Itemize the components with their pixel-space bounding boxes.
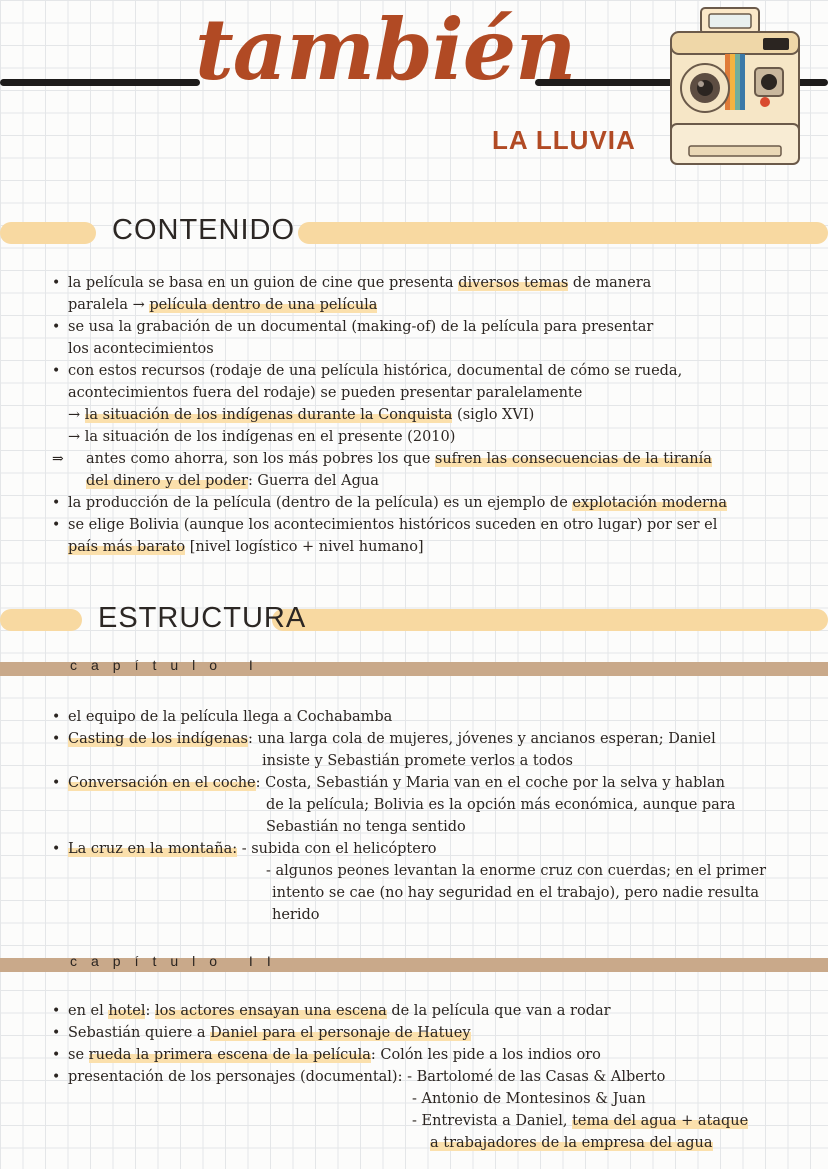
note-line	[52, 860, 812, 882]
note-line	[52, 750, 812, 772]
note-text	[266, 794, 735, 816]
note-line	[52, 492, 812, 514]
text-span: - subida con el helicóptero	[237, 841, 437, 857]
note-text	[86, 470, 379, 492]
bullet-marker: •	[52, 775, 61, 791]
text-span: : Colón les pide a los indios oro	[370, 1047, 601, 1063]
contenido-heading: CONTENIDO	[112, 214, 295, 246]
note-line	[52, 1066, 812, 1088]
highlighted-text: sufren las consecuencias de la tiranía	[434, 451, 712, 467]
bullet-marker: •	[52, 517, 61, 533]
text-span: paralela →	[68, 297, 150, 313]
highlighted-text: La cruz en la montaña:	[68, 841, 238, 857]
note-text	[68, 316, 653, 338]
note-line	[52, 294, 812, 316]
note-text	[68, 1022, 471, 1044]
note-line	[52, 272, 812, 294]
note-text	[68, 838, 436, 860]
text-span: → la situación de los indígenas en el presente (2010)	[68, 429, 456, 445]
text-span: intento se cae (no hay seguridad en el trabajo), pero nadie resulta	[272, 885, 760, 901]
estructura-heading: ESTRUCTURA	[98, 602, 307, 634]
bullet-marker: •	[52, 1047, 61, 1063]
text-span: insiste y Sebastián promete verlos a todos	[262, 753, 573, 769]
note-line	[52, 536, 812, 558]
text-span: de la película; Bolivia es la opción más económica, aunque para	[266, 797, 736, 813]
highlighted-text: hotel	[108, 1003, 146, 1019]
text-span: se	[68, 1047, 89, 1063]
note-text	[68, 426, 455, 448]
note-text	[412, 1088, 646, 1110]
note-text	[68, 294, 377, 316]
text-span: herido	[272, 907, 320, 923]
highlighted-text: película dentro de una película	[149, 297, 378, 313]
text-span: : Guerra del Agua	[247, 473, 379, 489]
note-line	[52, 1088, 812, 1110]
contenido-band-left	[0, 222, 96, 244]
text-span: se elige Bolivia (aunque los acontecimientos históricos suceden en otro lugar) por ser el	[68, 517, 718, 533]
page-subtitle: LA LLUVIA	[492, 125, 636, 155]
text-span: : una larga cola de mujeres, jóvenes y ancianos esperan; Daniel	[247, 731, 716, 747]
note-line	[52, 1022, 812, 1044]
text-span: la película se basa en un guion de cine que presenta	[68, 275, 459, 291]
note-text	[272, 904, 320, 926]
bullet-marker: •	[52, 1003, 61, 1019]
page-title: también	[195, 0, 576, 99]
bullet-marker: •	[52, 841, 61, 857]
estructura-band-right	[272, 609, 828, 631]
text-span: antes como ahorra, son los más pobres los que	[86, 451, 435, 467]
highlighted-text: rueda la primera escena de la película	[88, 1047, 371, 1063]
note-text	[68, 728, 716, 750]
bullet-marker: •	[52, 1069, 61, 1085]
highlighted-text: los actores ensayan una escena	[154, 1003, 387, 1019]
note-line	[52, 1110, 812, 1132]
text-span: : Costa, Sebastián y Maria van en el coche por la selva y hablan	[255, 775, 726, 791]
note-text	[68, 536, 424, 558]
highlighted-text: Daniel para el personaje de Hatuey	[210, 1025, 471, 1041]
chapter2-list	[52, 1000, 812, 1154]
note-line	[52, 1000, 812, 1022]
highlighted-text: a trabajadores de la empresa del agua	[430, 1135, 713, 1151]
highlighted-text: del dinero y del poder	[86, 473, 248, 489]
highlighted-text: tema del agua + ataque	[572, 1113, 749, 1129]
note-text	[68, 338, 214, 360]
text-span: - algunos peones levantan la enorme cruz con cuerdas; en el primer	[266, 863, 767, 879]
bullet-marker: •	[52, 1025, 61, 1041]
highlighted-text: explotación moderna	[572, 495, 727, 511]
text-span: acontecimientos fuera del rodaje) se pueden presentar paralelamente	[68, 385, 583, 401]
note-line	[52, 1132, 812, 1154]
bullet-marker: •	[52, 731, 61, 747]
note-line	[52, 470, 812, 492]
highlighted-text: país más barato	[68, 539, 186, 555]
note-line	[52, 838, 812, 860]
note-line	[52, 404, 812, 426]
note-text	[68, 772, 725, 794]
highlighted-text: Casting de los indígenas	[68, 731, 248, 747]
note-text	[68, 1000, 611, 1022]
contenido-list	[52, 272, 812, 558]
text-span: se usa la grabación de un documental (making-of) de la película para presentar	[68, 319, 654, 335]
note-text	[412, 1110, 748, 1132]
note-text	[68, 706, 392, 728]
note-text	[262, 750, 573, 772]
note-line	[52, 448, 812, 470]
text-span: los acontecimientos	[68, 341, 214, 357]
note-text	[68, 514, 717, 536]
note-line	[52, 728, 812, 750]
note-text	[68, 1066, 665, 1088]
text-span: - Antonio de Montesinos & Juan	[412, 1091, 646, 1107]
bullet-marker: •	[52, 495, 61, 511]
note-text	[68, 382, 582, 404]
highlighted-text: diversos temas	[458, 275, 569, 291]
note-text	[68, 492, 727, 514]
note-text	[68, 272, 651, 294]
text-span: :	[145, 1003, 155, 1019]
text-span: presentación de los personajes (documental): - Bartolomé de las Casas & Alberto	[68, 1069, 666, 1085]
note-line	[52, 360, 812, 382]
note-line	[52, 514, 812, 536]
bullet-marker: •	[52, 709, 61, 725]
note-line	[52, 816, 812, 838]
note-line	[52, 316, 812, 338]
bullet-marker: •	[52, 363, 61, 379]
text-span: [nivel logístico + nivel humano]	[185, 539, 424, 555]
note-text	[266, 860, 766, 882]
header-line-left	[0, 79, 200, 86]
chapter2-label: capítulo II	[70, 953, 285, 969]
note-text	[86, 448, 712, 470]
note-line	[52, 904, 812, 926]
chapter1-list	[52, 706, 812, 926]
note-text	[68, 360, 682, 382]
chapter1-label: capítulo I	[70, 657, 267, 673]
note-text	[68, 1044, 601, 1066]
bullet-marker: ⇒	[52, 451, 64, 467]
note-line	[52, 338, 812, 360]
note-line	[52, 1044, 812, 1066]
instant-camera-icon	[665, 6, 805, 172]
contenido-band-right	[298, 222, 828, 244]
text-span: Sebastián quiere a	[68, 1025, 211, 1041]
note-line	[52, 794, 812, 816]
text-span: (siglo XVI)	[452, 407, 535, 423]
note-line	[52, 426, 812, 448]
note-line	[52, 382, 812, 404]
text-span: con estos recursos (rodaje de una película histórica, documental de cómo se rueda,	[68, 363, 683, 379]
bullet-marker: •	[52, 275, 61, 291]
note-text	[68, 404, 534, 426]
text-span: Sebastián no tenga sentido	[266, 819, 466, 835]
text-span: →	[68, 407, 85, 423]
text-span: la producción de la película (dentro de la película) es un ejemplo de	[68, 495, 573, 511]
bullet-marker: •	[52, 319, 61, 335]
text-span: de la película que van a rodar	[386, 1003, 611, 1019]
highlighted-text: Conversación en el coche	[68, 775, 256, 791]
note-line	[52, 882, 812, 904]
estructura-band-left	[0, 609, 82, 631]
highlighted-text: la situación de los indígenas durante la Conquista	[84, 407, 453, 423]
note-text	[430, 1132, 713, 1154]
note-text	[266, 816, 466, 838]
text-span: el equipo de la película llega a Cochabamba	[68, 709, 393, 725]
note-line	[52, 772, 812, 794]
note-text	[272, 882, 759, 904]
text-span: de manera	[568, 275, 652, 291]
note-line	[52, 706, 812, 728]
text-span: - Entrevista a Daniel,	[412, 1113, 573, 1129]
text-span: en el	[68, 1003, 109, 1019]
